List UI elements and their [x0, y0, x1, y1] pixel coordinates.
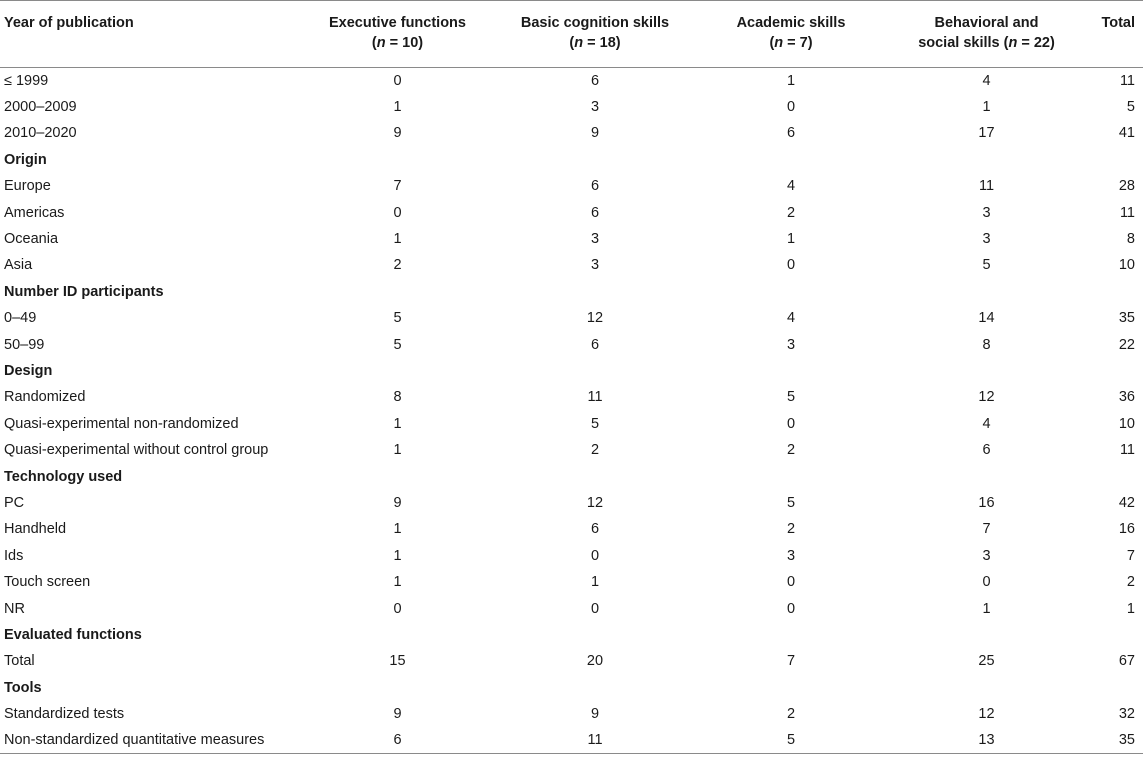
- cell-behavioral-social-skills: 17: [978, 125, 995, 142]
- section-header-row: [0, 358, 1143, 384]
- cell-academic-skills: 1: [786, 231, 796, 248]
- cell-behavioral-social-skills: 3: [982, 204, 991, 221]
- cell-total: 28: [1118, 178, 1135, 195]
- cell-behavioral-social-skills: 13: [978, 732, 995, 749]
- header-row: [0, 1, 1143, 68]
- cell-total: 11: [1119, 204, 1135, 221]
- cell-basic-cognition-skills: 0: [590, 547, 600, 564]
- table-row: [0, 68, 1143, 94]
- cell-behavioral-social-skills: 3: [982, 547, 991, 564]
- cell-behavioral-social-skills: 11: [978, 178, 995, 195]
- cell-executive-functions: 5: [393, 336, 402, 353]
- section-title: Technology used: [4, 468, 123, 485]
- cell-total: 36: [1118, 389, 1135, 406]
- header-year-of-publication: Year of publication: [4, 15, 134, 31]
- cell-executive-functions: 2: [393, 257, 402, 274]
- cell-academic-skills: 5: [786, 732, 796, 749]
- section-title: Origin: [4, 151, 47, 168]
- table-row: [0, 173, 1143, 199]
- cell-academic-skills: 6: [786, 125, 796, 142]
- header-basic-cognition-n-rest: = 18): [583, 35, 621, 51]
- header-executive-functions-n-open: (: [371, 35, 377, 51]
- table-row: [0, 701, 1143, 727]
- cell-executive-functions: 0: [393, 72, 402, 89]
- table-body: [0, 68, 1143, 754]
- cell-executive-functions: 1: [393, 231, 402, 248]
- row-label: ≤ 1999: [4, 72, 49, 89]
- table-row: [0, 437, 1143, 463]
- cell-academic-skills: 5: [786, 494, 796, 511]
- table-row: [0, 595, 1143, 621]
- section-header-row: [0, 463, 1143, 489]
- section-header-row: [0, 622, 1143, 648]
- cell-basic-cognition-skills: 6: [590, 336, 600, 353]
- cell-behavioral-social-skills: 25: [978, 653, 995, 670]
- row-label: Standardized tests: [4, 706, 125, 723]
- cell-academic-skills: 0: [786, 415, 796, 432]
- cell-executive-functions: 9: [393, 706, 402, 723]
- row-label: 2010–2020: [4, 125, 77, 142]
- row-label: Touch screen: [4, 574, 91, 591]
- header-executive-functions: [295, 1, 500, 68]
- cell-executive-functions: 0: [393, 600, 402, 617]
- header-academic-skills-n-rest: = 7): [783, 35, 813, 51]
- cell-executive-functions: 1: [393, 547, 402, 564]
- cell-academic-skills: 4: [786, 310, 796, 327]
- table-row: [0, 331, 1143, 357]
- cell-academic-skills: 3: [786, 547, 796, 564]
- row-label: Quasi-experimental non-randomized: [4, 415, 239, 432]
- cell-executive-functions: 9: [393, 125, 402, 142]
- table-header: [0, 1, 1143, 68]
- row-label: NR: [4, 600, 25, 617]
- header-behavioral-title: Behavioral and: [934, 15, 1039, 31]
- cell-total: 1: [1126, 600, 1135, 617]
- row-label: Total: [4, 653, 35, 670]
- cell-total: 16: [1118, 521, 1135, 538]
- cell-basic-cognition-skills: 6: [590, 204, 600, 221]
- table-row: [0, 516, 1143, 542]
- cell-behavioral-social-skills: 1: [982, 99, 991, 116]
- cell-basic-cognition-skills: 11: [587, 732, 603, 749]
- header-academic-skills: [690, 1, 892, 68]
- cell-executive-functions: 1: [393, 574, 402, 591]
- cell-total: 10: [1118, 257, 1135, 274]
- cell-basic-cognition-skills: 6: [590, 72, 600, 89]
- row-label: PC: [4, 494, 25, 511]
- table-row: [0, 490, 1143, 516]
- cell-total: 10: [1118, 415, 1135, 432]
- cell-academic-skills: 2: [786, 521, 796, 538]
- section-header-row: [0, 279, 1143, 305]
- row-label: Americas: [4, 204, 65, 221]
- header-behavioral-social-skills: [892, 1, 1081, 68]
- section-header-row: [0, 674, 1143, 700]
- header-executive-functions-n-rest: = 10): [385, 35, 424, 51]
- cell-academic-skills: 7: [786, 653, 796, 670]
- row-label: 2000–2009: [4, 99, 77, 116]
- row-label: 0–49: [4, 310, 37, 327]
- cell-behavioral-social-skills: 5: [982, 257, 991, 274]
- cell-total: 2: [1126, 574, 1135, 591]
- header-basic-cognition-title: Basic cognition skills: [520, 15, 670, 31]
- cell-executive-functions: 8: [393, 389, 402, 406]
- row-label: Quasi-experimental without control group: [4, 442, 269, 459]
- cell-basic-cognition-skills: 6: [590, 178, 600, 195]
- table-row: [0, 384, 1143, 410]
- cell-total: 7: [1126, 547, 1135, 564]
- cell-executive-functions: 1: [393, 521, 402, 538]
- cell-behavioral-social-skills: 7: [982, 521, 991, 538]
- cell-total: 8: [1126, 231, 1135, 248]
- cell-executive-functions: 7: [393, 178, 402, 195]
- cell-executive-functions: 1: [393, 415, 402, 432]
- header-academic-skills-n-var: n: [774, 35, 784, 51]
- header-basic-cognition-skills: [500, 1, 690, 68]
- cell-executive-functions: 1: [393, 99, 402, 116]
- cell-total: 11: [1119, 72, 1135, 89]
- section-title: Design: [4, 362, 53, 379]
- cell-total: 67: [1118, 653, 1135, 670]
- table-row: [0, 199, 1143, 225]
- cell-behavioral-social-skills: 16: [978, 494, 995, 511]
- section-title: Tools: [4, 679, 42, 696]
- header-behavioral-n-rest: = 22): [1017, 35, 1055, 51]
- cell-executive-functions: 0: [393, 204, 402, 221]
- cell-behavioral-social-skills: 14: [978, 310, 995, 327]
- header-behavioral-n-var: n: [1008, 35, 1018, 51]
- cell-executive-functions: 5: [393, 310, 402, 327]
- cell-basic-cognition-skills: 2: [590, 442, 600, 459]
- table-row: [0, 727, 1143, 753]
- cell-behavioral-social-skills: 6: [982, 442, 991, 459]
- table-row: [0, 543, 1143, 569]
- cell-academic-skills: 1: [786, 72, 796, 89]
- header-total: Total: [1101, 15, 1135, 31]
- section-header-row: [0, 147, 1143, 173]
- cell-academic-skills: 0: [786, 99, 796, 116]
- cell-behavioral-social-skills: 4: [982, 415, 991, 432]
- cell-behavioral-social-skills: 8: [982, 336, 991, 353]
- cell-behavioral-social-skills: 0: [982, 574, 991, 591]
- cell-basic-cognition-skills: 3: [590, 231, 600, 248]
- table-row: [0, 648, 1143, 674]
- cell-basic-cognition-skills: 12: [586, 310, 604, 327]
- cell-total: 42: [1118, 494, 1135, 511]
- section-title: Number ID participants: [4, 283, 164, 300]
- cell-academic-skills: 2: [786, 706, 796, 723]
- cell-total: 35: [1118, 310, 1135, 327]
- cell-basic-cognition-skills: 9: [590, 125, 600, 142]
- table-row: [0, 120, 1143, 146]
- cell-basic-cognition-skills: 11: [587, 389, 603, 406]
- cell-basic-cognition-skills: 9: [590, 706, 600, 723]
- cell-executive-functions: 1: [393, 442, 402, 459]
- cell-total: 5: [1126, 99, 1135, 116]
- cell-behavioral-social-skills: 3: [982, 231, 991, 248]
- table-row: [0, 411, 1143, 437]
- cell-academic-skills: 2: [786, 204, 796, 221]
- header-behavioral-line2: social skills (: [918, 35, 1009, 51]
- cell-basic-cognition-skills: 3: [590, 99, 600, 116]
- table-row: [0, 94, 1143, 120]
- cell-academic-skills: 3: [786, 336, 796, 353]
- cell-academic-skills: 0: [786, 600, 796, 617]
- cell-behavioral-social-skills: 12: [978, 389, 995, 406]
- header-academic-skills-title: Academic skills: [736, 15, 846, 31]
- table-row: [0, 226, 1143, 252]
- row-label: Asia: [4, 257, 33, 274]
- row-label: Ids: [4, 547, 24, 564]
- cell-academic-skills: 5: [786, 389, 796, 406]
- header-executive-functions-title: Executive functions: [329, 15, 466, 31]
- cell-behavioral-social-skills: 1: [982, 600, 991, 617]
- table-row: [0, 569, 1143, 595]
- header-executive-functions-n-var: n: [376, 35, 386, 51]
- table-row: [0, 252, 1143, 278]
- header-academic-skills-n-open: (: [769, 35, 775, 51]
- cell-academic-skills: 0: [786, 574, 796, 591]
- cell-executive-functions: 15: [389, 653, 406, 670]
- cell-executive-functions: 9: [393, 494, 402, 511]
- table-row: [0, 305, 1143, 331]
- header-basic-cognition-n-open: (: [569, 35, 575, 51]
- section-title: Evaluated functions: [4, 626, 142, 643]
- row-label: Non-standardized quantitative measures: [4, 732, 265, 749]
- cell-total: 41: [1118, 125, 1135, 142]
- cell-total: 22: [1118, 336, 1135, 353]
- cell-total: 32: [1118, 706, 1135, 723]
- row-label: 50–99: [4, 336, 45, 353]
- cell-basic-cognition-skills: 12: [586, 494, 604, 511]
- cell-executive-functions: 6: [393, 732, 402, 749]
- cell-behavioral-social-skills: 12: [978, 706, 995, 723]
- cell-academic-skills: 2: [786, 442, 796, 459]
- cell-basic-cognition-skills: 6: [590, 521, 600, 538]
- cell-basic-cognition-skills: 5: [590, 415, 600, 432]
- cell-basic-cognition-skills: 3: [590, 257, 600, 274]
- cell-basic-cognition-skills: 20: [586, 653, 604, 670]
- cell-total: 35: [1118, 732, 1135, 749]
- header-basic-cognition-n-var: n: [574, 35, 584, 51]
- cell-academic-skills: 4: [786, 178, 796, 195]
- row-label: Randomized: [4, 389, 86, 406]
- row-label: Handheld: [4, 521, 67, 538]
- cell-academic-skills: 0: [786, 257, 796, 274]
- row-label: Europe: [4, 178, 51, 195]
- cell-basic-cognition-skills: 1: [590, 574, 600, 591]
- cell-basic-cognition-skills: 0: [590, 600, 600, 617]
- cell-behavioral-social-skills: 4: [982, 72, 991, 89]
- row-label: Oceania: [4, 231, 59, 248]
- cell-total: 11: [1119, 442, 1135, 459]
